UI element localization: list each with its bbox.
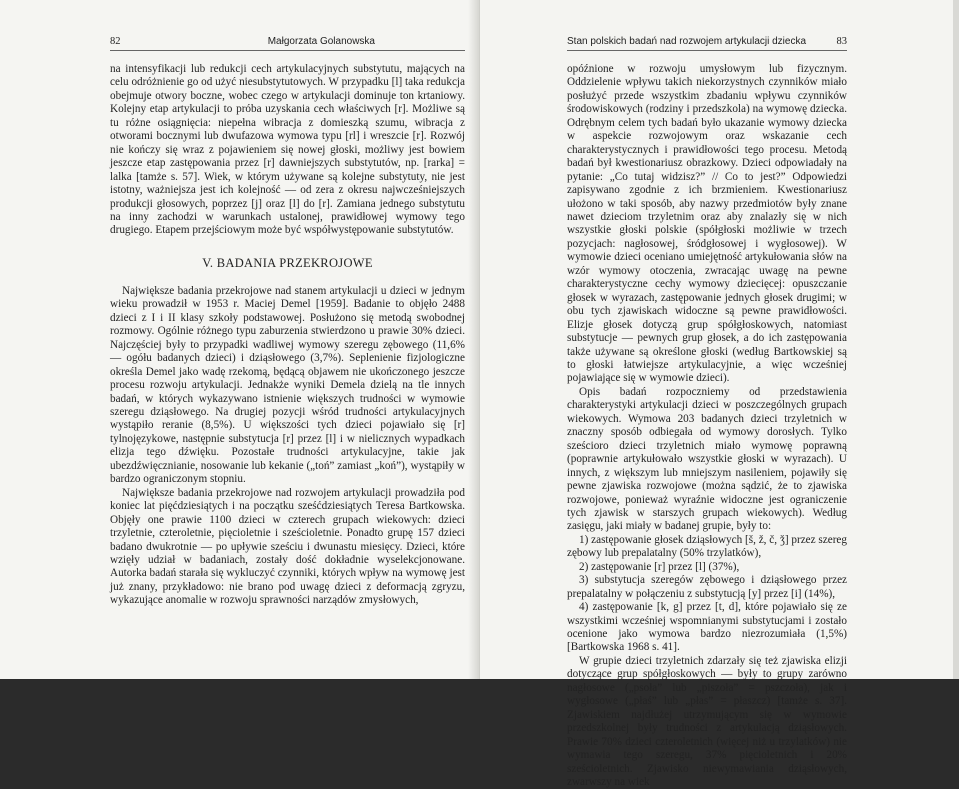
list-item: 1) zastępowanie głosek dziąsłowych [š, ž, č, ǯ] przez szereg zębowy lub prepalatalny (50% trzylatków), — [567, 533, 847, 560]
right-paragraph: opóźnione w rozwoju umysłowym lub fizycznym. Oddzielenie wpływu takich niekorzystnych czynników miało posłużyć przede wszystkim zbadaniu wpływu czynników środowiskowych (rodziny i przedszkola) na wymowę dziecka. Odrębnym celem tych badań było ukazanie wymowy dziecka w aspekcie rozwojowym oraz wskazanie cech charakterystycznych i prawidłowości tego procesu. Metodą badań był kwestionariusz obrazkowy. Dzieci odpowiadały na pytanie: „Co tutaj widzisz?” // Co to jest?” Odpowiedzi zapisywano zgodnie z ich brzmieniem. Kwestionariusz ułożono w taki sposób, aby nazwy przedmiotów były znane nawet dzieciom trzyletnim oraz aby znalazły się w nich wszystkie głoski polskie (spółgłoski możliwie w trzech pozycjach: nagłosowej, śródgłosowej i wygłosowej). W wymowie dzieci oceniano umiejętność artykułowania słów na wzór wymowy otoczenia, zwracając uwagę na pewne charakterystyczne cechy wymowy dziecięcej: opuszczanie głosek w wyrazach, zastępowanie jednych głosek drugimi; w obu tych zjawiskach widoczne są pewne prawidłowości. Elizje głosek dotyczą grup spółgłoskowych, natomiast substytucje — pewnych grup głosek, a do ich zastępowania także używane są określone głoski (według Bartkowskiej są to głoski łatwiejsze artykulacyjnie, a więc wcześniej pojawiające się w wymowie dzieci). — [567, 63, 847, 385]
left-page-number: 82 — [110, 36, 121, 47]
section-heading: V. BADANIA PRZEKROJOWE — [202, 255, 373, 270]
left-page-header — [110, 36, 465, 51]
right-paragraph: Opis badań rozpoczniemy od przedstawienia charakterystyki artykulacji dzieci w poszczególnych grupach wiekowych. Wymowa 203 badanych dzieci trzyletnich w znaczny sposób odbiegała od wymowy dorosłych. Tylko sześcioro dzieci trzyletnich miało wymowę poprawną (poprawnie artykułowało wszystkie głoski w wyrazach). U innych, z większym lub mniejszym nasileniem, pojawiły się pewne zjawiska rozwojowe (można sądzić, że to zjawiska rozwojowe, ponieważ wyraźnie widoczne jest ograniczenie tych zjawisk w starszych grupach wiekowych). Według zasięgu, jaki miały w badanej grupie, były to: — [567, 385, 847, 533]
section-paragraph: Największe badania przekrojowe nad rozwojem artykulacji prowadziła pod koniec lat pięćdziesiątych i na początku sześćdziesiątych Teresa Bartkowska. Objęły one prawie 1100 dzieci w czterech grupach wiekowych: dzieci trzyletnie, czteroletnie, pięcioletnie i sześcioletnie. Ponadto grupę 157 dzieci badano dwukrotnie — po upływie sześciu i dwunastu miesięcy. Dzieci, które wzięły udział w badaniach, zostały dość dokładnie wyselekcjonowane. Autorka badań starała się wykluczyć czynniki, których wpływ na wymowę jest już znany, przykładowo: nie brano pod uwagę dzieci z deformacją zgryzu, wykazujące anomalie w rozwoju sprawności narządów zmysłowych, — [110, 486, 465, 607]
closing-paragraph: W grupie dzieci trzyletnich zdarzały się też zjawiska elizji dotyczące grup spółgłoskowych — były to grupy zarówno nagłosowe („psoła” lub „piszoła” = pszczoła), jak i wygłosowe („płaś” lub „płas” = płaszcz) [tamże s. 37]. Zjawiskiem najdłużej utrzymującym się w wymowie przedszkolnej były trudności z artykulacją dziąsłowych. Prawie 70% dzieci czteroletnich (więcej niż u trzylatków) nie wymawia tego szeregu, 37% pięcioletnich i 20% sześcioletnich. Zjawisko niewymawiania dziąsłowych, zwarwszy na wiek — [567, 654, 847, 789]
page-edge — [953, 0, 959, 679]
right-page — [480, 0, 959, 789]
left-page — [0, 0, 479, 679]
list-item: 2) zastępowanie [r] przez [l] (37%), — [579, 560, 740, 573]
right-running-head: Stan polskich badań nad rozwojem artykulacji dziecka — [567, 36, 807, 47]
left-running-head: Małgorzata Golanowska — [267, 36, 375, 47]
left-paragraph: na intensyfikacji lub redukcji cech artykulacyjnych substytutu, mających na celu odróżnienie go od użyć niesubstytutowych. W przypadku [l] taka redukcja obejmuje otwory boczne, wobec czego w artykulacji dominuje ton krtaniowy. Kolejny etap artykulacji to próba uzyskania cech właściwych [r]. Możliwe są tu różne osiągnięcia: niepełna wibracja z domieszką szumu, wibracja z otworami bocznymi lub dwufazowa wymowa typu [rl] i wreszcie [r]. Rozwój nie kończy się wraz z pojawieniem się nowej głoski, możliwy jest bowiem jeszcze etap zastępowania przez [r] dawniejszych substytutów, np. [rarka] = lalka [tamże s. 57]. Wiek, w którym używane są kolejne substytuty, nie jest istotny, ważniejsza jest ich kolejność — od zera z okresu najwcześniejszych produkcji głosowych, poprzez [j] oraz [l] do [r]. Zamiana jednego substytutu na inny zachodzi w warunkach ustalonej, prawidłowej wymowy tego drugiego. Etapem przejściowym może być współwystępowanie substytutów. — [110, 63, 465, 237]
section-paragraph: Największe badania przekrojowe nad stanem artykulacji u dzieci w jednym wieku prowadził w 1953 r. Maciej Demel [1959]. Badanie to objęło 2488 dzieci z I i II klasy szkoły podstawowej. Posłużono się metodą swobodnej rozmowy. Ogólnie różnego typu zaburzenia stwierdzono u prawie 30% dzieci. Najczęściej były to przypadki wadliwej wymowy szeregu zębowego (11,6% — ogółu badanych dzieci) i dziąsłowego (3,7%). Seplenienie fizjologiczne określa Demel jako wadę rzekomą, będącą objawem nie ukończonego jeszcze procesu rozwoju artykulacji. Jednakże wyniki Demela dzielą na tle innych badań, w których wykazywano istnienie większych trudności w wymowie szeregu dziąsłowego. Na drugiej pozycji wśród trudności artykulacyjnych wystąpiło reranie (8,5%). U większości tych dzieci pojawiało się [r] tylnojęzykowe, następnie substytucja [r] przez [l] i w nielicznych wypadkach elizja tego dźwięku. Pozostałe trudności artykulacyjne, takie jak ubezdźwięcznianie, nosowanie lub kekanie („toń” zamiast „koń”), wystąpiły w bardzo ograniczonym stopniu. — [110, 284, 465, 486]
list-item: 4) zastępowanie [k, g] przez [t, d], które pojawiało się ze wszystkimi wcześniej wspomnianymi substytucjami i zostało ocenione jako wymowa bardzo niezrozumiała (1,5%) [Bartkowska 1968 s. 41]. — [567, 601, 847, 654]
list-item: 3) substytucja szeregów zębowego i dziąsłowego przez prepalatalny w połączeniu z substytucją [y] przez [i] (14%), — [567, 574, 847, 600]
right-page-header — [567, 36, 847, 51]
right-page-number: 83 — [836, 36, 847, 47]
